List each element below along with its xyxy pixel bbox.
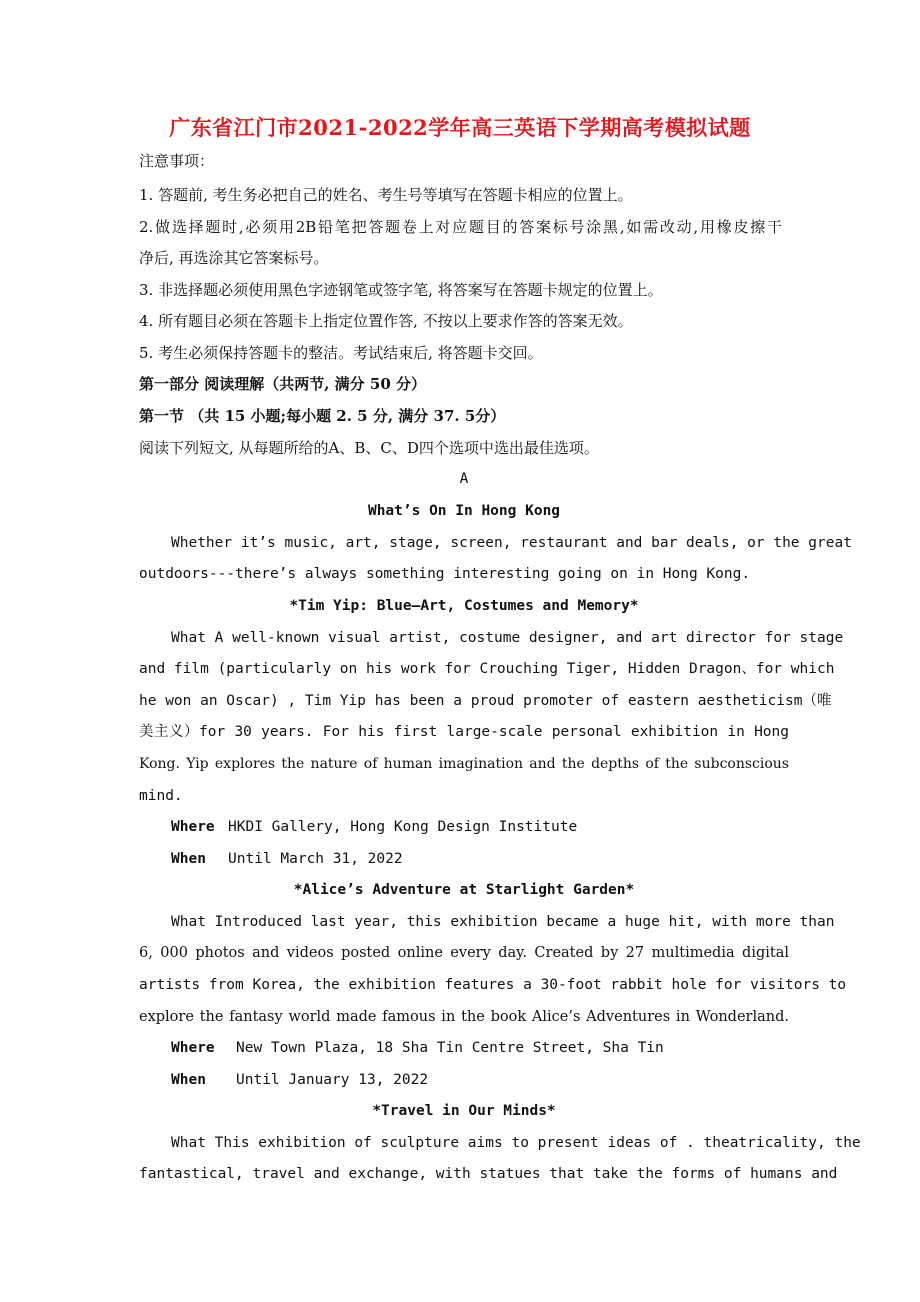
where-label: Where: [171, 819, 215, 835]
event-line: he won an Oscar) , Tim Yip has been a proud promoter of eastern aestheticism（唯: [139, 693, 832, 709]
event-line: Kong. Yip explores the nature of human imagination and the depths of the subconscious: [139, 756, 789, 772]
notice-item: 净后, 再选涂其它答案标号。: [139, 249, 329, 267]
instruction: 阅读下列短文, 从每题所给的A、B、C、D四个选项中选出最佳选项。: [139, 439, 599, 457]
intro-line: outdoors---there’s always something interesting going on in Hong Kong.: [139, 566, 751, 582]
where-value: HKDI Gallery, Hong Kong Design Institute: [228, 819, 578, 835]
passage-title: What’s On In Hong Kong: [367, 503, 561, 519]
intro-line: Whether it’s music, art, stage, screen, restaurant and bar deals, or the great: [171, 535, 852, 551]
event-when: [171, 1069, 821, 1091]
part-heading: 第一部分 阅读理解（共两节, 满分 50 分）: [139, 375, 426, 393]
when-label: When: [171, 1072, 206, 1088]
event-where: [171, 816, 821, 838]
where-value: New Town Plaza, 18 Sha Tin Centre Street, Sha Tin: [236, 1040, 664, 1056]
passage-letter: A: [459, 471, 469, 487]
event-title: *Tim Yip: Blue—Art, Costumes and Memory*: [289, 598, 639, 614]
where-label: Where: [171, 1040, 215, 1056]
event-line: fantastical, travel and exchange, with statues that take the forms of humans and: [139, 1166, 838, 1182]
event-when: [171, 848, 821, 870]
notice-heading: 注意事项：: [139, 152, 215, 170]
event-line: 6, 000 photos and videos posted online every day. Created by 27 multimedia digital: [139, 945, 789, 961]
event-where: [171, 1037, 821, 1059]
event-line: and film (particularly on his work for Crouching Tiger, Hidden Dragon、for which: [139, 661, 835, 677]
event-line: artists from Korea, the exhibition features a 30-foot rabbit hole for visitors to: [139, 977, 847, 993]
notice-item: 2.做选择题时,必须用2B铅笔把答题卷上对应题目的答案标号涂黑,如需改动,用橡皮擦干: [139, 218, 782, 236]
event-line: 美主义）for 30 years. For his first large-scale personal exhibition in Hong: [139, 724, 789, 740]
event-line: What A well-known visual artist, costume designer, and art director for stage: [171, 630, 844, 646]
event-title: *Alice’s Adventure at Starlight Garden*: [293, 882, 635, 898]
section-heading: 第一节 （共 15 小题;每小题 2. 5 分, 满分 37. 5分）: [139, 407, 506, 425]
when-value: Until January 13, 2022: [236, 1072, 429, 1088]
event-line: explore the fantasy world made famous in the book Alice’s Adventures in Wonderland.: [139, 1009, 789, 1025]
event-line: What Introduced last year, this exhibition became a huge hit, with more than: [171, 914, 835, 930]
notice-item: 5. 考生必须保持答题卡的整洁。考试结束后, 将答题卡交回。: [139, 344, 543, 362]
when-value: Until March 31, 2022: [228, 851, 403, 867]
event-title: *Travel in Our Minds*: [372, 1103, 556, 1119]
when-label: When: [171, 851, 206, 867]
notice-item: 4. 所有题目必须在答题卡上指定位置作答, 不按以上要求作答的答案无效。: [139, 312, 633, 330]
event-line: mind.: [139, 788, 183, 804]
document-title: 广东省江门市2021-2022学年高三英语下学期高考模拟试题: [169, 115, 751, 140]
event-line: What This exhibition of sculpture aims to present ideas of . theatricality, the: [171, 1135, 861, 1151]
notice-item: 3. 非选择题必须使用黑色字迹钢笔或签字笔, 将答案写在答题卡规定的位置上。: [139, 281, 663, 299]
notice-item: 1. 答题前, 考生务必把自己的姓名、考生号等填写在答题卡相应的位置上。: [139, 186, 633, 204]
